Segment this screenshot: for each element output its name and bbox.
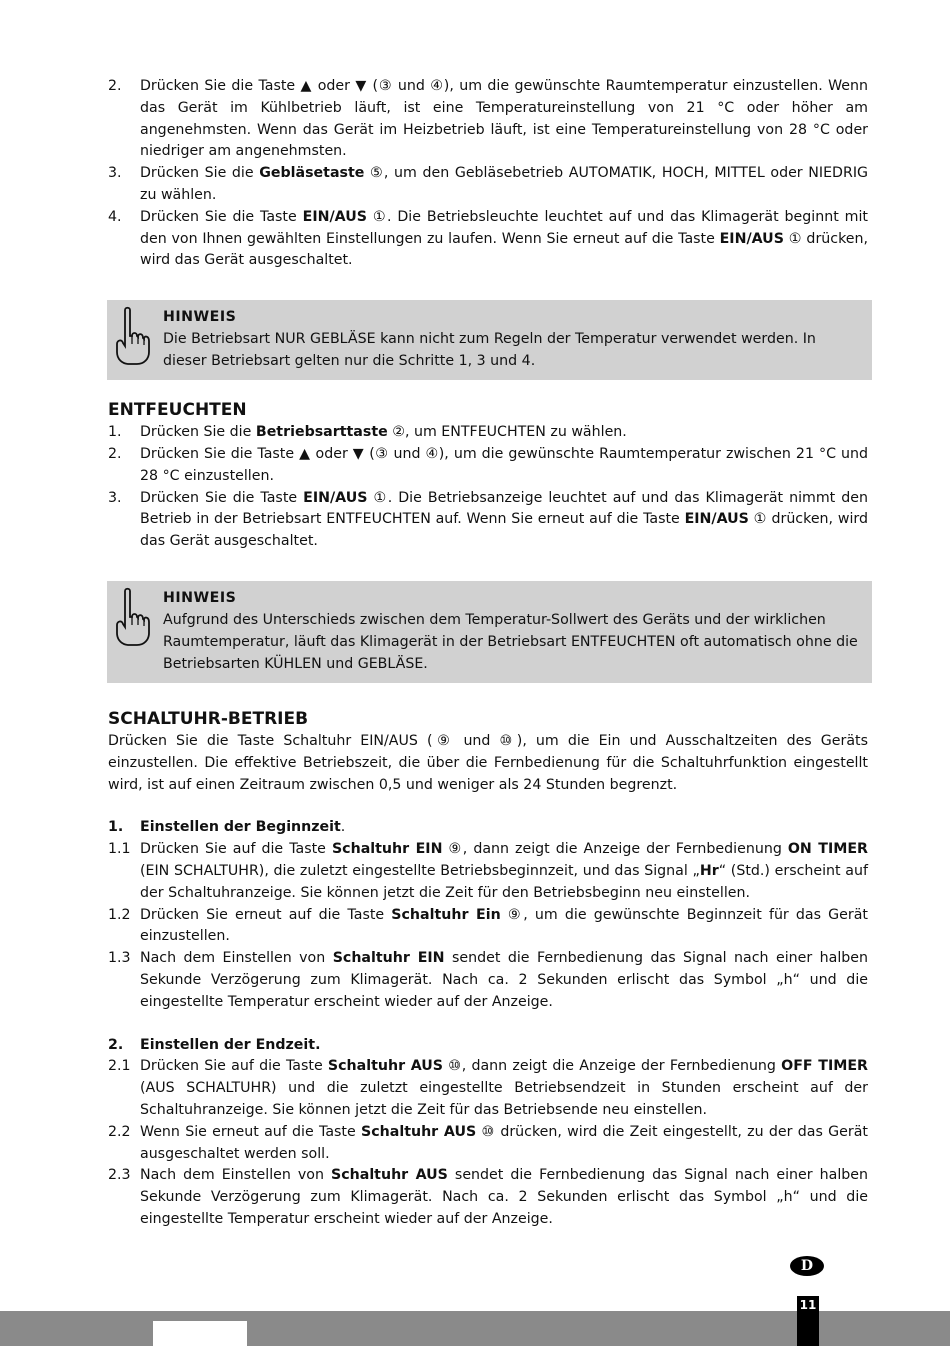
item-text: Drücken Sie die Taste EIN/AUS ①. Die Betriebsleuchte leuchtet auf und das Klimagerät beginnt mit den von Ihnen gewählten Einstellungen zu laufen. Wenn Sie erneut auf die Taste EIN/AUS ① drücken, wird das Gerät ausgeschaltet. (140, 208, 869, 269)
item-number: 2.3 (108, 1167, 131, 1184)
pointing-hand-icon (111, 587, 163, 675)
note-text: Aufgrund des Unterschieds zwischen dem Temperatur-Sollwert des Geräts und der wirklichen Raumtemperatur, läuft das Klimagerät in der Betriebsart ENTFEUCHTEN oft automatisch ohne die Betriebsarten KÜHLEN und GEBLÄSE. (163, 611, 858, 672)
footer-block (153, 1321, 247, 1346)
list-item (108, 905, 868, 949)
item-text: Nach dem Einstellen von Schaltuhr AUS sendet die Fernbedienung das Signal nach einer halben Sekunde Verzögerung zum Klimagerät. Nach ca. 2 Sekunden erlischt das Symbol „h“ und die eingestellte Temperatur erscheint wieder auf der Anzeige. (140, 1167, 868, 1227)
item-number: 1.3 (108, 950, 131, 967)
item-text: Drücken Sie erneut auf die Taste Schaltuhr Ein ⑨, um die gewünschte Beginnzeit für das Gerät einzustellen. (140, 906, 868, 945)
item-number: 4. (108, 208, 122, 225)
item-number: 3. (108, 489, 122, 506)
item-number: 1.2 (108, 906, 131, 923)
item-number: 2. (108, 78, 122, 94)
list-item (108, 839, 868, 904)
item-text: Drücken Sie die Taste EIN/AUS ①. Die Betriebsanzeige leuchtet auf und das Klimagerät nimmt den Betrieb in der Betriebsart ENTFEUCHTEN auf. Wenn Sie erneut auf die Taste EIN/AUS ① drücken, wird das Gerät ausgeschaltet. (140, 489, 868, 550)
item-text: Drücken Sie die Taste ▲ oder ▼ (③ und ④), um die gewünschte Raumtemperatur einzustellen. Wenn das Gerät im Kühlbetrieb läuft, ist eine Temperatureinstellung von 21 °C oder höher am angenehmsten. Wenn das Gerät im Heizbetrieb läuft, ist eine Temperatureinstellung von 28 °C oder niedriger am angenehmsten. (140, 78, 868, 160)
item-text: Drücken Sie die Betriebsarttaste ②, um ENTFEUCHTEN zu wählen. (140, 424, 627, 441)
item-text: Wenn Sie erneut auf die Taste Schaltuhr AUS ⑩ drücken, wird die Zeit eingestellt, zu der das Gerät ausgeschaltet werden soll. (140, 1123, 868, 1162)
item-text: Drücken Sie die Gebläsetaste ⑤, um den Gebläsebetrieb AUTOMATIK, HOCH, MITTEL oder NIEDRIG zu wählen. (140, 165, 868, 203)
page-content (108, 76, 868, 1231)
pointing-hand-icon (111, 306, 163, 372)
section-heading: ENTFEUCHTEN (108, 400, 247, 421)
item-number: 3. (108, 165, 122, 182)
note-title: HINWEIS (163, 589, 237, 606)
intro-paragraph: Drücken Sie die Taste Schaltuhr EIN/AUS (⑨ und ⑩), um die Ein und Ausschaltzeiten des Geräts einzustellen. Die effektive Betriebszeit, die über die Fernbedienung für die Schaltuhrfunktion eingestellt wird, ist auf einen Zeitraum zwischen 0,5 und weniger als 24 Stunden begrenzt. (108, 732, 868, 793)
item-text: Drücken Sie die Taste ▲ oder ▼ (③ und ④), um die gewünschte Raumtemperatur zwischen 21 °C und 28 °C einzustellen. (140, 445, 868, 484)
list-item (108, 76, 868, 163)
item-number: 1. (108, 424, 122, 441)
list-item (108, 163, 868, 207)
list-item (108, 1165, 868, 1230)
note-text: Die Betriebsart NUR GEBLÄSE kann nicht zum Regeln der Temperatur verwendet werden. In dieser Betriebsart gelten nur die Schritte 1, 3 und 4. (163, 331, 816, 370)
list-item (108, 1122, 868, 1166)
item-number: 2. (108, 445, 122, 462)
list-item (108, 488, 868, 553)
subsection-title: 2. Einstellen der Endzeit. (108, 1036, 321, 1053)
language-badge: D (790, 1256, 824, 1276)
list-item (108, 1056, 868, 1121)
item-text: Drücken Sie auf die Taste Schaltuhr EIN ⑨, dann zeigt die Anzeige der Fernbedienung ON TIMER (EIN SCHALTUHR), die zuletzt eingestellte Betriebsbeginnzeit, und das Signal „Hr“ (Std.) erscheint auf der Schaltuhranzeige. Sie können jetzt die Zeit für den Betriebsbeginn neu einstellen. (140, 841, 868, 901)
item-text: Drücken Sie auf die Taste Schaltuhr AUS ⑩, dann zeigt die Anzeige der Fernbedienung OFF TIMER (AUS SCHALTUHR) und die zuletzt eingestellte Betriebsendzeit in Stunden erscheint auf der Schaltuhranzeige. Sie können jetzt die Zeit für das Betriebsende neu einstellen. (140, 1058, 868, 1118)
item-number: 2.2 (108, 1123, 131, 1140)
item-text: Nach dem Einstellen von Schaltuhr EIN sendet die Fernbedienung das Signal nach einer halben Sekunde Verzögerung zum Klimagerät. Nach ca. 2 Sekunden erlischt das Symbol „h“ und die eingestellte Temperatur erscheint wieder auf der Anzeige. (140, 950, 868, 1010)
subsection-title: 1. Einstellen der Beginnzeit. (108, 819, 346, 836)
list-item (108, 444, 868, 488)
note-box (107, 300, 872, 380)
item-number: 2.1 (108, 1058, 131, 1075)
page-number: 11 (797, 1296, 819, 1346)
list-item (108, 207, 868, 272)
note-box (107, 581, 872, 683)
item-number: 1.1 (108, 841, 131, 858)
list-item (108, 422, 868, 444)
note-title: HINWEIS (163, 309, 237, 326)
section-heading: SCHALTUHR-BETRIEB (108, 708, 309, 729)
list-item (108, 948, 868, 1013)
